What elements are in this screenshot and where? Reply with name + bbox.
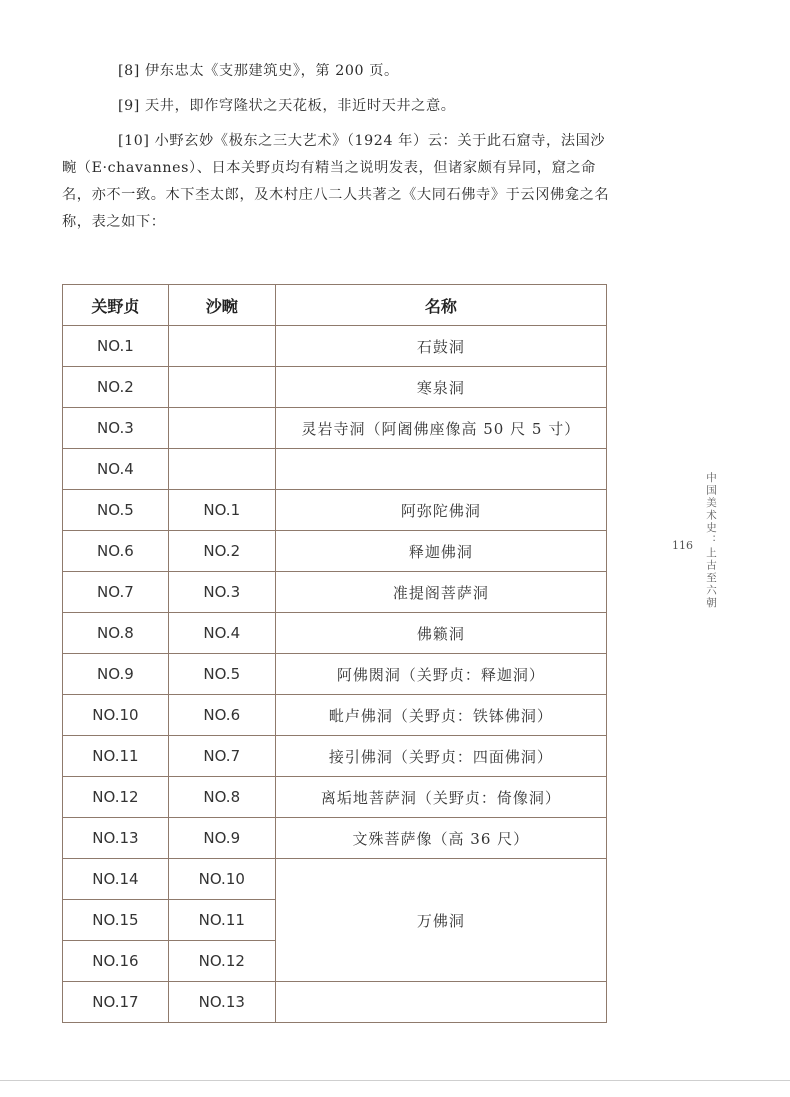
cell-sekino: NO.2 (63, 367, 169, 408)
cell-chavannes: NO.11 (168, 900, 275, 941)
cell-name: 灵岩寺洞（阿阇佛座像高 50 尺 5 寸） (275, 408, 606, 449)
table-row (63, 449, 607, 490)
cell-name: 毗卢佛洞（关野贞：铁钵佛洞） (275, 695, 606, 736)
cell-name-merged: 万佛洞 (275, 859, 606, 982)
cell-chavannes: NO.6 (168, 695, 275, 736)
cell-sekino: NO.14 (63, 859, 169, 900)
cell-sekino: NO.11 (63, 736, 169, 777)
table-row (63, 572, 607, 613)
cell-name: 释迦佛洞 (275, 531, 606, 572)
cell-name: 石鼓洞 (275, 326, 606, 367)
cell-sekino: NO.10 (63, 695, 169, 736)
cell-name: 阿佛閦洞（关野贞：释迦洞） (275, 654, 606, 695)
cell-chavannes (168, 449, 275, 490)
cell-name: 寒泉洞 (275, 367, 606, 408)
table-row (63, 531, 607, 572)
footnote-8: [8] 伊东忠太《支那建筑史》，第 200 页。 (118, 63, 399, 79)
cell-sekino: NO.15 (63, 900, 169, 941)
header-chavannes: 沙畹 (168, 285, 275, 326)
footer-divider (0, 1080, 790, 1081)
header-sekino: 关野贞 (63, 285, 169, 326)
cell-name (275, 982, 606, 1023)
running-head: 中国美术史：上古至六朝 (705, 472, 717, 610)
table-row (63, 859, 607, 900)
table-row (63, 490, 607, 531)
table-row (63, 326, 607, 367)
cell-name: 阿弥陀佛洞 (275, 490, 606, 531)
cell-chavannes: NO.13 (168, 982, 275, 1023)
cell-name: 准提阁菩萨洞 (275, 572, 606, 613)
cell-chavannes: NO.8 (168, 777, 275, 818)
cell-chavannes: NO.4 (168, 613, 275, 654)
cell-chavannes: NO.1 (168, 490, 275, 531)
cell-sekino: NO.17 (63, 982, 169, 1023)
cell-chavannes (168, 408, 275, 449)
cell-sekino: NO.8 (63, 613, 169, 654)
cell-chavannes (168, 326, 275, 367)
cell-chavannes: NO.12 (168, 941, 275, 982)
cell-chavannes: NO.3 (168, 572, 275, 613)
cell-sekino: NO.6 (63, 531, 169, 572)
table-row (63, 654, 607, 695)
table-row (63, 367, 607, 408)
table-row (63, 695, 607, 736)
cell-sekino: NO.5 (63, 490, 169, 531)
footnote-10: [10] 小野玄妙《极东之三大艺术》（1924 年）云：关于此石窟寺，法国沙畹（E·chavannes）、日本关野贞均有精当之说明发表，但诸家颇有异同，窟之命名，亦不一致。木下杢太郎，及木村庄八二人共著之《大同石佛寺》于云冈佛龛之名称，表之如下： (62, 133, 610, 230)
cell-sekino: NO.3 (63, 408, 169, 449)
cell-sekino: NO.12 (63, 777, 169, 818)
footnotes (62, 58, 612, 244)
table-row (63, 818, 607, 859)
header-name: 名称 (275, 285, 606, 326)
cell-name (275, 449, 606, 490)
cell-sekino: NO.4 (63, 449, 169, 490)
cell-chavannes: NO.10 (168, 859, 275, 900)
table-row (63, 982, 607, 1023)
cell-chavannes: NO.7 (168, 736, 275, 777)
table-row (63, 736, 607, 777)
cave-name-table (62, 284, 607, 1023)
footnote-9: [9] 天井，即作穹隆状之天花板，非近时天井之意。 (118, 98, 456, 114)
cell-sekino: NO.7 (63, 572, 169, 613)
cell-chavannes (168, 367, 275, 408)
cell-chavannes: NO.9 (168, 818, 275, 859)
cell-name: 文殊菩萨像（高 36 尺） (275, 818, 606, 859)
cell-chavannes: NO.5 (168, 654, 275, 695)
cell-name: 佛籁洞 (275, 613, 606, 654)
table-row (63, 408, 607, 449)
cell-sekino: NO.13 (63, 818, 169, 859)
cell-sekino: NO.1 (63, 326, 169, 367)
table-header-row (63, 285, 607, 326)
cell-sekino: NO.16 (63, 941, 169, 982)
cell-name: 离垢地菩萨洞（关野贞：倚像洞） (275, 777, 606, 818)
cell-sekino: NO.9 (63, 654, 169, 695)
cell-name: 接引佛洞（关野贞：四面佛洞） (275, 736, 606, 777)
cell-chavannes: NO.2 (168, 531, 275, 572)
page-number: 116 (672, 539, 693, 552)
table-row (63, 777, 607, 818)
table-row (63, 613, 607, 654)
